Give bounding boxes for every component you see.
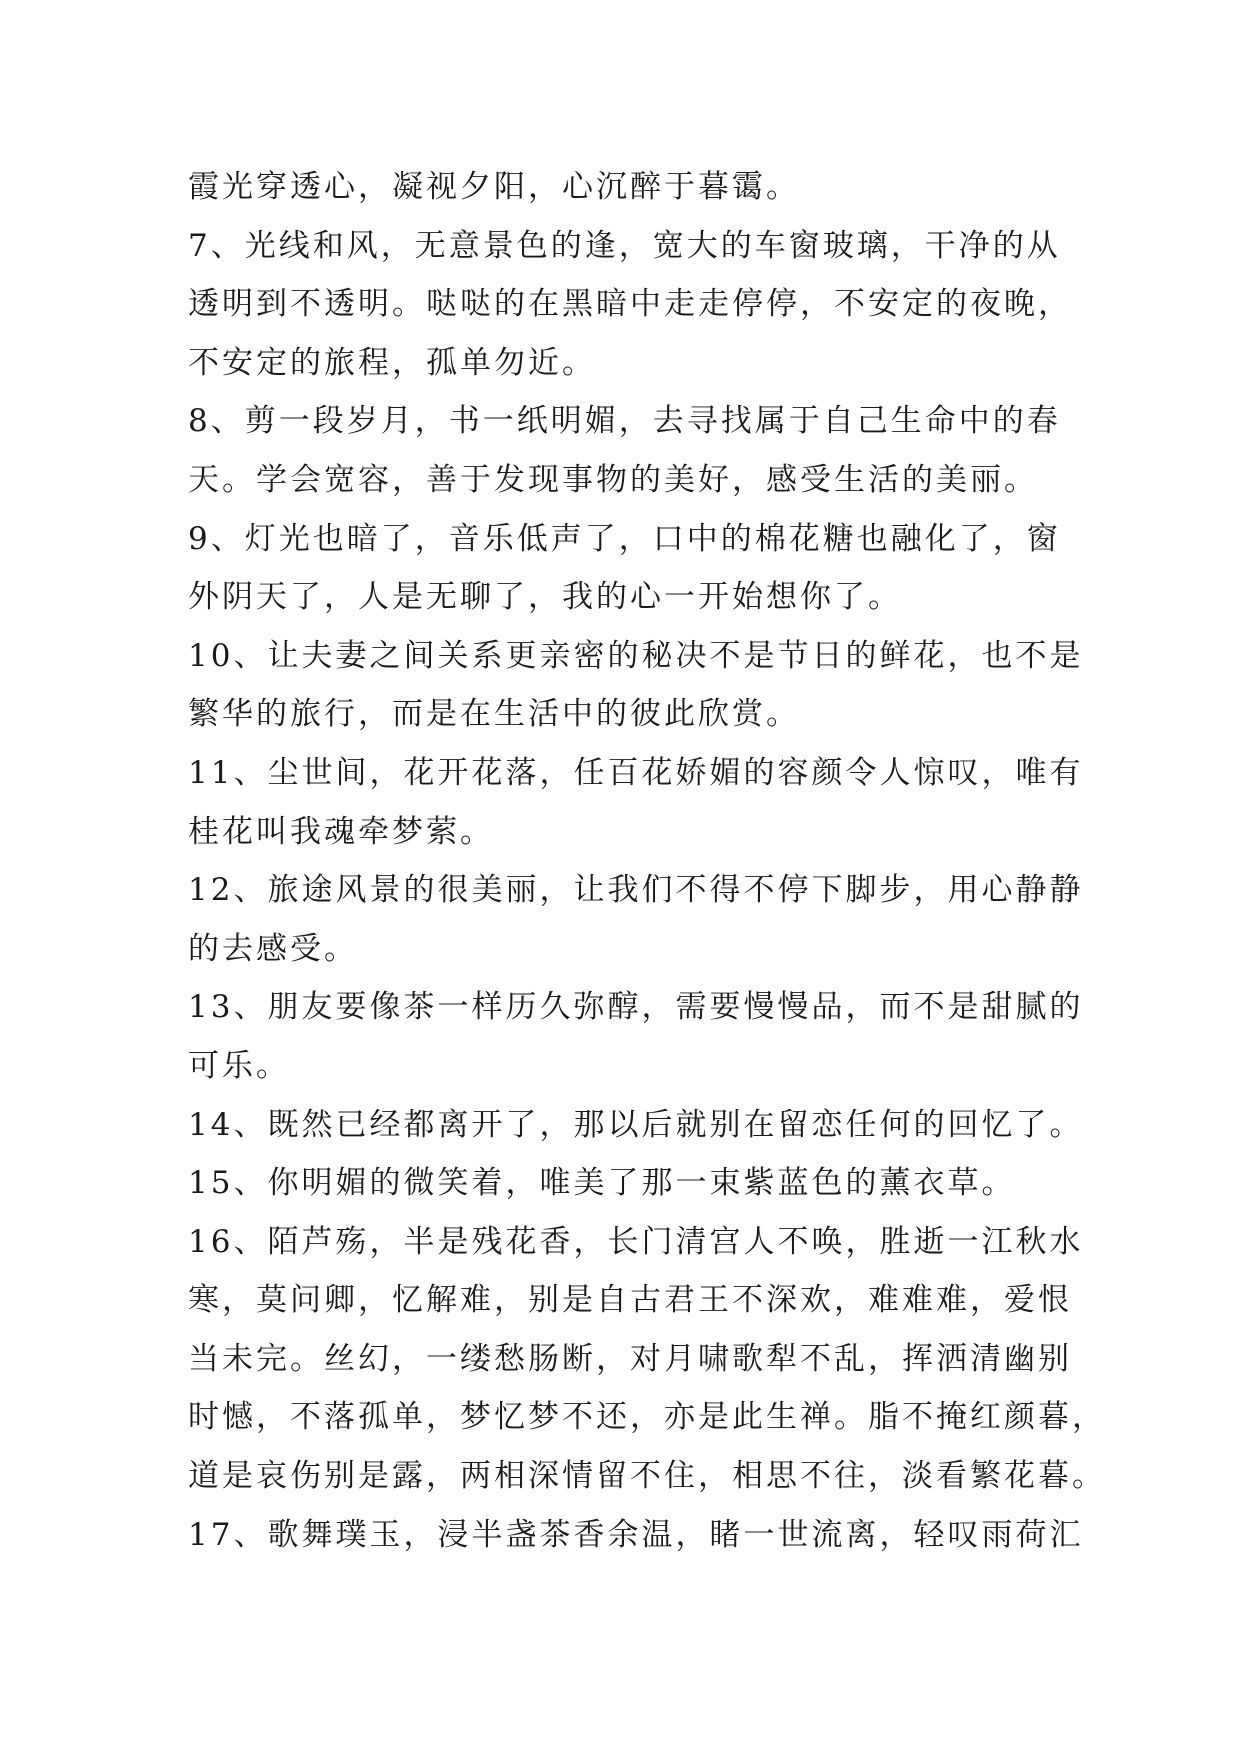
text-line: 可乐。 — [188, 1047, 290, 1084]
text-line: 8、剪一段岁月，书一纸明媚，去寻找属于自己生命中的春 — [188, 403, 1061, 440]
text-line: 12、旅途风景的很美丽，让我们不得不停下脚步，用心静静 — [188, 872, 1084, 909]
text-line: 13、朋友要像茶一样历久弥醇，需要慢慢品，而不是甜腻的 — [188, 989, 1084, 1026]
text-line: 16、陌芦殇，半是残花香，长门清宫人不唤，胜逝一江秋水 — [188, 1223, 1084, 1260]
text-line: 寒，莫问卿，忆解难，别是自古君王不深欢，难难难，爱恨 — [188, 1282, 1072, 1319]
text-line: 不安定的旅程，孤单勿近。 — [188, 344, 596, 381]
text-line: 透明到不透明。哒哒的在黑暗中走走停停，不安定的夜晚， — [188, 286, 1072, 323]
text-line: 7、光线和风，无意景色的逢，宽大的车窗玻璃，干净的从 — [188, 227, 1061, 264]
text-line: 10、让夫妻之间关系更亲密的秘决不是节日的鲜花，也不是 — [188, 637, 1084, 674]
text-line: 15、你明媚的微笑着，唯美了那一束紫蓝色的薰衣草。 — [188, 1165, 1016, 1202]
text-line: 11、尘世间，花开花落，任百花娇媚的容颜令人惊叹，唯有 — [188, 754, 1084, 791]
text-line: 天。学会宽容，善于发现事物的美好，感受生活的美丽。 — [188, 461, 1038, 498]
text-line: 时憾，不落孤单，梦忆梦不还，亦是此生禅。脂不掩红颜暮， — [188, 1399, 1106, 1436]
text-line: 9、灯光也暗了，音乐低声了，口中的棉花糖也融化了，窗 — [188, 520, 1061, 557]
document-body — [188, 158, 1106, 1564]
text-line: 繁华的旅行，而是在生活中的彼此欣赏。 — [188, 696, 800, 733]
text-line: 当未完。丝幻，一缕愁肠断，对月啸歌犁不乱，挥洒清幽别 — [188, 1340, 1072, 1377]
text-line: 外阴天了，人是无聊了，我的心一开始想你了。 — [188, 579, 902, 616]
text-line: 17、歌舞璞玉，浸半盏茶香余温，睹一世流离，轻叹雨荷汇 — [188, 1516, 1084, 1553]
text-line: 的去感受。 — [188, 930, 358, 967]
text-line: 道是哀伤别是露，两相深情留不住，相思不往，淡看繁花暮。 — [188, 1458, 1106, 1495]
text-line: 14、既然已经都离开了，那以后就别在留恋任何的回忆了。 — [188, 1106, 1084, 1143]
text-line: 霞光穿透心，凝视夕阳，心沉醉于暮霭。 — [188, 169, 800, 205]
text-line: 桂花叫我魂牵梦萦。 — [188, 813, 494, 850]
